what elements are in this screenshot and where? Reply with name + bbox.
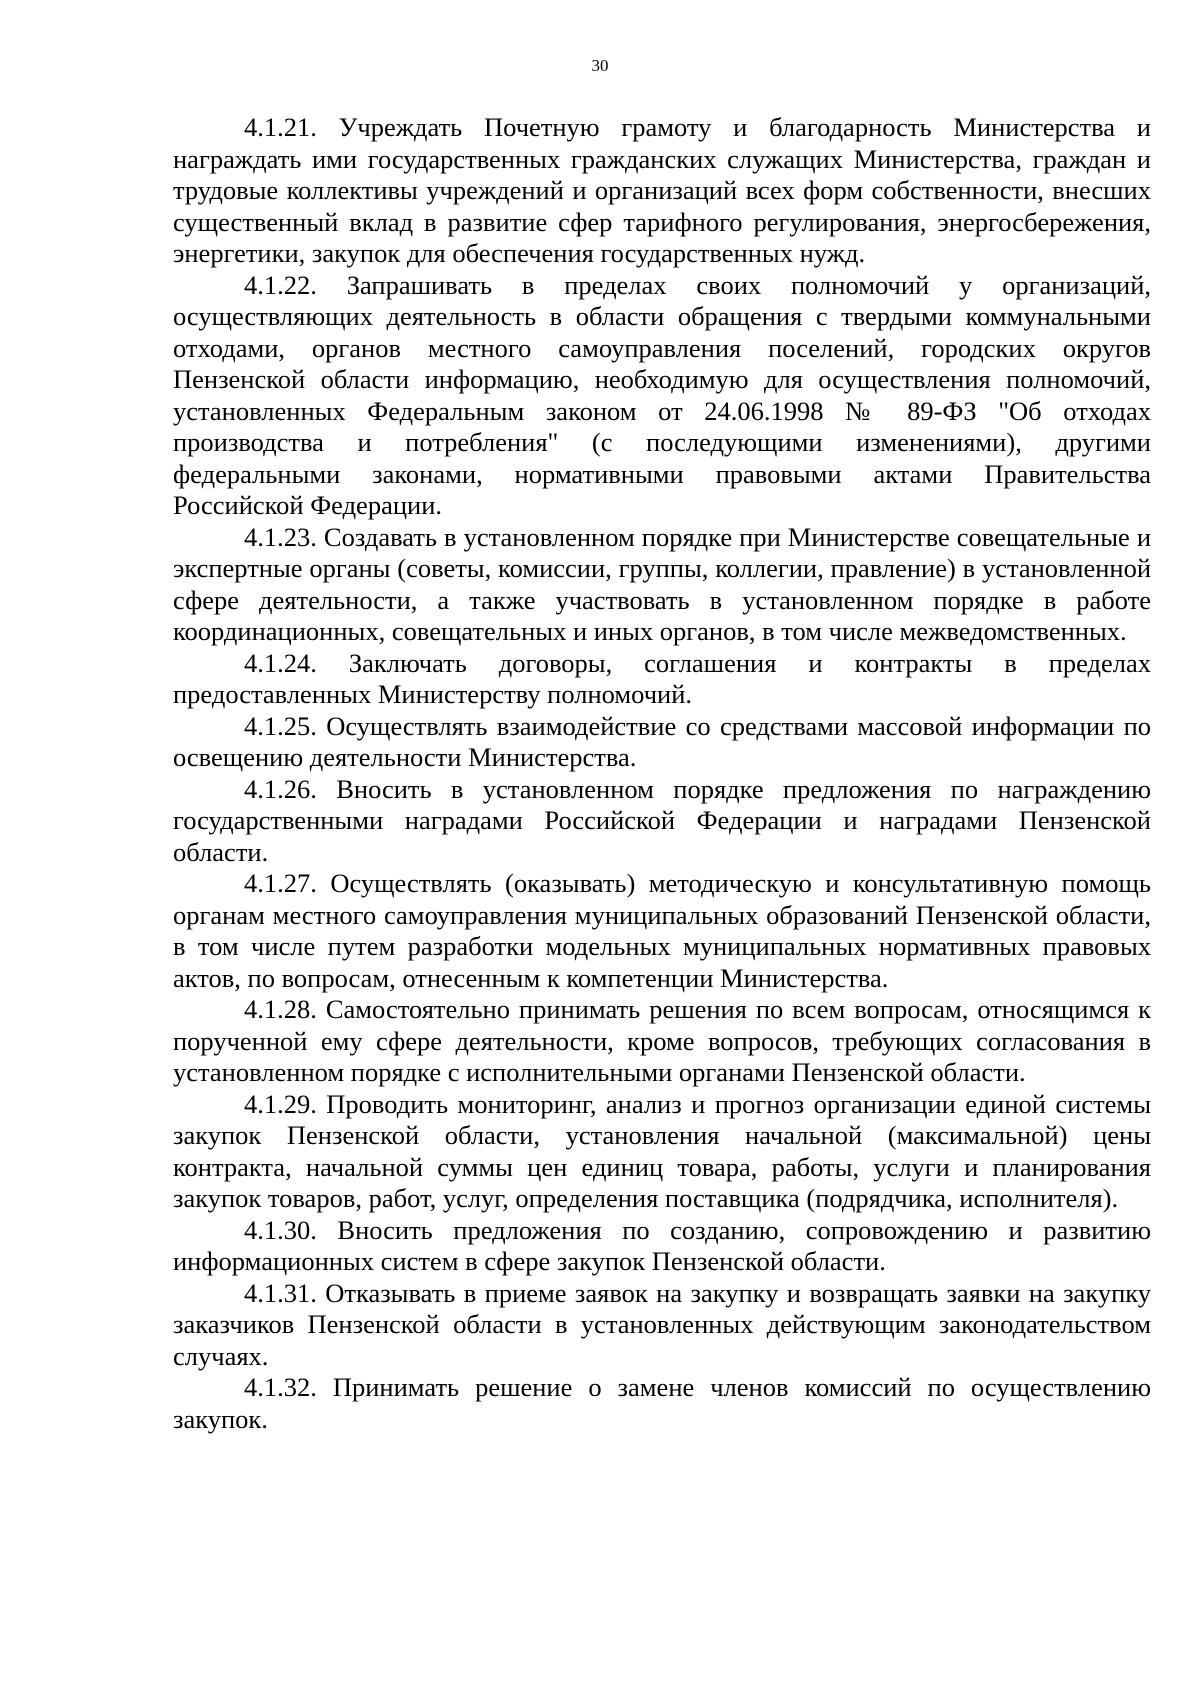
- page-number: 30: [591, 56, 609, 75]
- paragraph-4-1-29: 4.1.29. Проводить мониторинг, анализ и прогноз организации единой системы закупок Пензенской области, установления начальной (максимальной) цены контракта, начальной суммы цен единиц товара, работы, услуги и планирования закупок товаров, работ, услуг, определения поставщика (подрядчика, исполнителя).: [173, 1088, 1151, 1213]
- paragraph-4-1-23: 4.1.23. Создавать в установленном порядке при Министерстве совещательные и экспертные органы (советы, комиссии, группы, коллегии, правление) в установленной сфере деятельности, а также участвовать в установленном порядке в работе координационных, совещательных и иных органов, в том числе межведомственных.: [173, 521, 1151, 646]
- paragraph-4-1-21: 4.1.21. Учреждать Почетную грамоту и благодарность Министерства и награждать ими государственных гражданских служащих Министерства, граждан и трудовые коллективы учреждений и организаций всех форм собственности, внесших существенный вклад в развитие сфер тарифного регулирования, энергосбережения, энергетики, закупок для обеспечения государственных нужд.: [173, 112, 1151, 268]
- paragraph-4-1-32: 4.1.32. Принимать решение о замене членов комиссий по осуществлению закупок.: [173, 1372, 1151, 1434]
- paragraph-4-1-28: 4.1.28. Самостоятельно принимать решения по всем вопросам, относящимся к порученной ему сфере деятельности, кроме вопросов, требующих согласования в установленном порядке с исполнительными органами Пензенской области.: [173, 994, 1151, 1087]
- paragraph-4-1-24: 4.1.24. Заключать договоры, соглашения и контракты в пределах предоставленных Министерству полномочий.: [173, 647, 1151, 709]
- paragraph-4-1-22: 4.1.22. Запрашивать в пределах своих полномочий у организаций, осуществляющих деятельность в области обращения с твердыми коммунальными отходами, органов местного самоуправления поселений, городских округов Пензенской области информацию, необходимую для осуществления полномочий, установленных Федеральным законом от 24.06.1998 № 89-ФЗ "Об отходах производства и потребления" (с последующими изменениями), другими федеральными законами, нормативными правовыми актами Правительства Российской Федерации.: [173, 269, 1151, 520]
- paragraph-4-1-25: 4.1.25. Осуществлять взаимодействие со средствами массовой информации по освещению деятельности Министерства.: [173, 710, 1151, 772]
- document-body: [173, 112, 1151, 1435]
- paragraph-4-1-30: 4.1.30. Вносить предложения по созданию, сопровождению и развитию информационных систем в сфере закупок Пензенской области.: [173, 1214, 1151, 1276]
- paragraph-4-1-27: 4.1.27. Осуществлять (оказывать) методическую и консультативную помощь органам местного самоуправления муниципальных образований Пензенской области, в том числе путем разработки модельных муниципальных нормативных правовых актов, по вопросам, отнесенным к компетенции Министерства.: [173, 868, 1151, 993]
- paragraph-4-1-31: 4.1.31. Отказывать в приеме заявок на закупку и возвращать заявки на закупку заказчиков Пензенской области в установленных действующим законодательством случаях.: [173, 1277, 1151, 1371]
- paragraph-4-1-26: 4.1.26. Вносить в установленном порядке предложения по награждению государственными наградами Российской Федерации и наградами Пензенской области.: [173, 773, 1151, 867]
